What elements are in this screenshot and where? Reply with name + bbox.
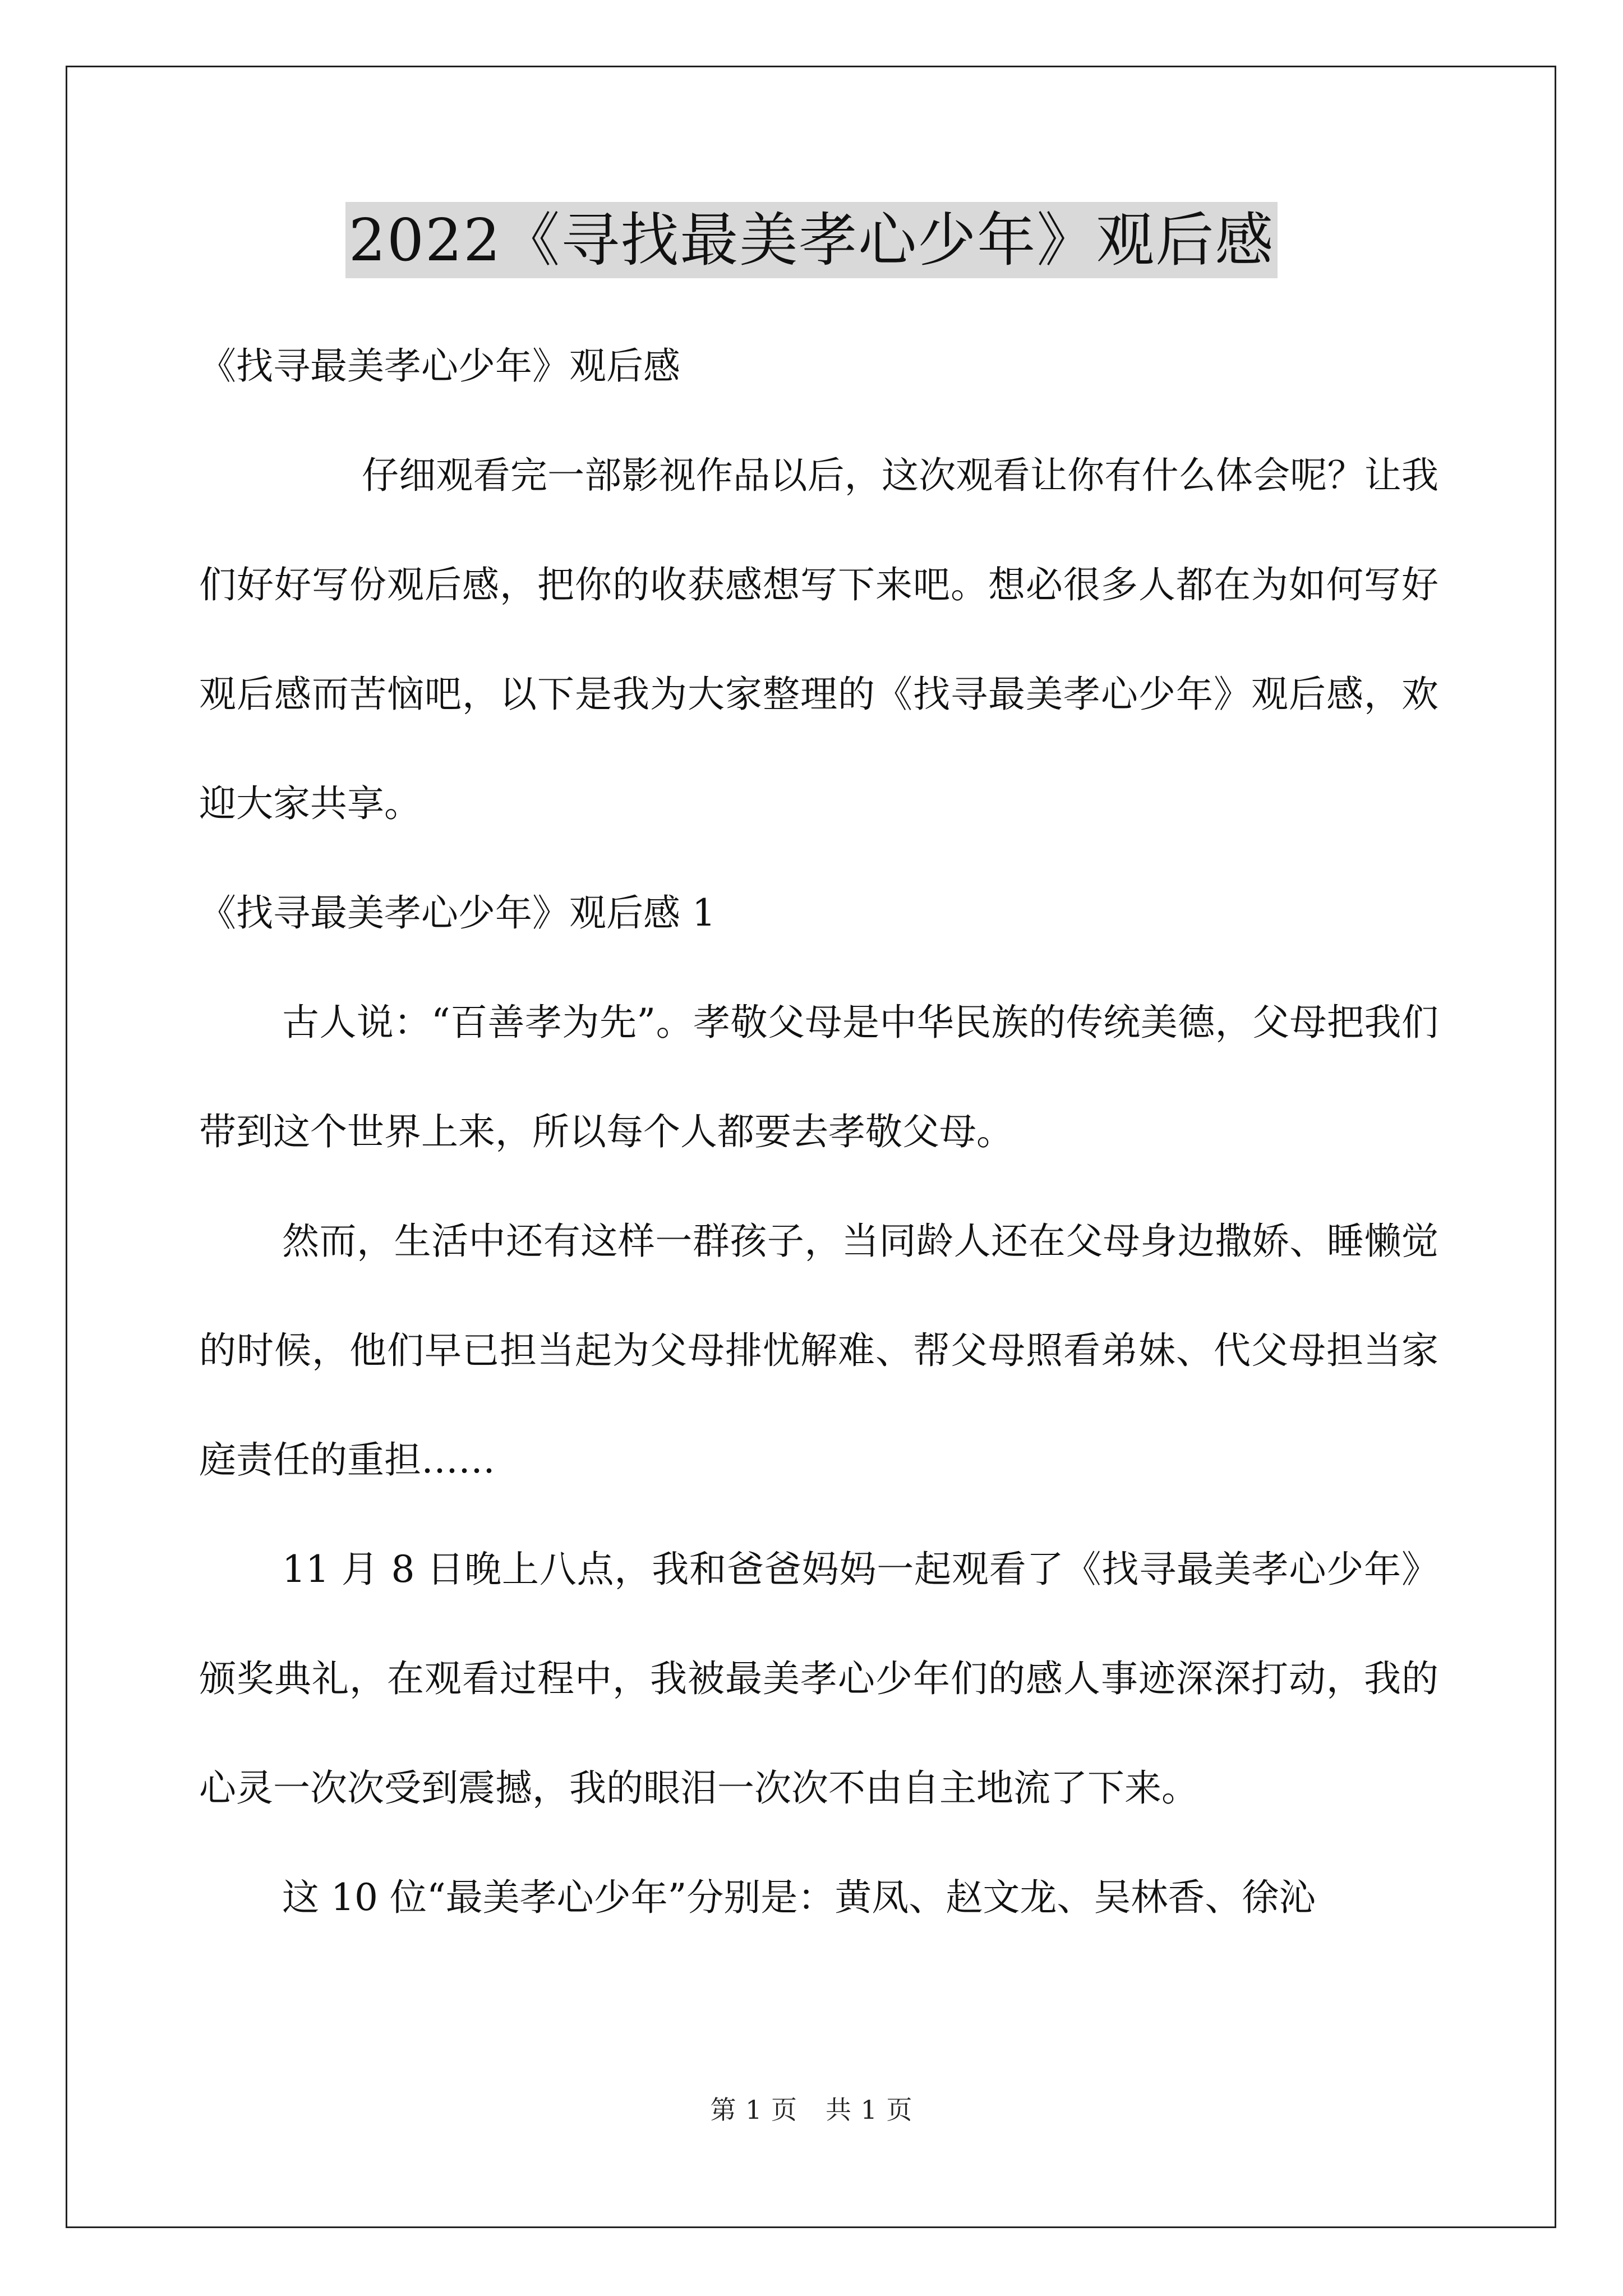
page-total: 共 1 页 (826, 2095, 913, 2125)
body-paragraph: 古人说：“百善孝为先”。孝敬父母是中华民族的传统美德，父母把我们带到这个世界上来，所以每个人都要去孝敬父母。 (199, 1001, 1438, 1153)
body-paragraph: 这 10 位“最美孝心少年”分别是：黄凤、赵文龙、吴林香、徐沁 (282, 1876, 1316, 1919)
body-paragraph: 然而，生活中还有这样一群孩子，当同龄人还在父母身边撒娇、睡懒觉的时候，他们早已担当起为父母排忧解难、帮父母照看弟妹、代父母担当家庭责任的重担…… (199, 1220, 1438, 1481)
body-paragraph: 11 月 8 日晚上八点，我和爸爸妈妈一起观看了《找寻最美孝心少年》颁奖典礼，在观看过程中，我被最美孝心少年们的感人事迹深深打动，我的心灵一次次受到震撼，我的眼泪一次次不由自主地流了下来。 (199, 1548, 1438, 1810)
subheading: 《找寻最美孝心少年》观后感 (199, 344, 680, 388)
title-container (0, 202, 1623, 278)
page-footer (0, 2090, 1623, 2127)
intro-paragraph: 仔细观看完一部影视作品以后，这次观看让你有什么体会呢？让我们好好写份观后感，把你的收获感想写下来吧。想必很多人都在为如何写好观后感而苦恼吧，以下是我为大家整理的《找寻最美孝心少年》观后感，欢迎大家共享。 (199, 454, 1438, 825)
document-title: 2022《寻找最美孝心少年》观后感 (345, 202, 1278, 278)
section-heading: 《找寻最美孝心少年》观后感 1 (199, 891, 716, 935)
document-body (199, 311, 1438, 1952)
page-number: 第 1 页 (710, 2095, 797, 2125)
